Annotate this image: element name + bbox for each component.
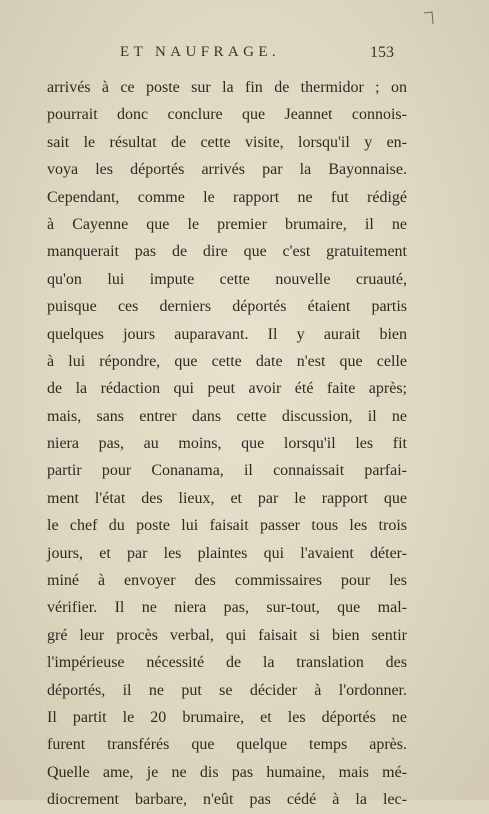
text-line: pourrait donc conclure que Jeannet connois- — [47, 106, 407, 124]
text-line: diocrement barbare, n'eût pas cédé à la lec- — [47, 791, 407, 809]
running-title: ET NAUFRAGE. — [120, 44, 281, 60]
text-line: quelques jours auparavant. Il y aurait bien — [47, 325, 407, 343]
text-line: de la rédaction qui peut avoir été faite après; — [47, 380, 407, 398]
text-line: sait le résultat de cette visite, lorsqu'il y en- — [47, 133, 407, 151]
text-line: furent transférés que quelque temps après. — [47, 736, 407, 754]
text-line: qu'on lui impute cette nouvelle cruauté, — [47, 270, 407, 288]
text-line: Quelle ame, je ne dis pas humaine, mais mé- — [47, 763, 407, 781]
body-text — [47, 74, 407, 814]
text-line: à Cayenne que le premier brumaire, il ne — [47, 215, 407, 233]
text-line: miné à envoyer des commissaires pour les — [47, 572, 407, 590]
text-line: le chef du poste lui faisait passer tous les trois — [47, 517, 407, 535]
text-line: Cependant, comme le rapport ne fut rédigé — [47, 188, 407, 206]
text-line: à lui répondre, que cette date n'est que celle — [47, 352, 407, 370]
text-line: puisque ces derniers déportés étaient partis — [47, 298, 407, 316]
text-line: arrivés à ce poste sur la fin de thermidor ; on — [47, 79, 407, 96]
running-header — [0, 44, 489, 66]
text-line: ment l'état des lieux, et par le rapport que — [47, 489, 407, 507]
text-line: voya les déportés arrivés par la Bayonnaise. — [47, 161, 407, 179]
text-line: mais, sans entrer dans cette discussion, il ne — [47, 407, 407, 425]
text-line: déportés, il ne put se décider à l'ordonner. — [47, 681, 407, 699]
text-line: manquerait pas de dire que c'est gratuitement — [47, 243, 407, 261]
text-line: niera pas, au moins, que lorsqu'il les fit — [47, 435, 407, 453]
text-line: Il partit le 20 brumaire, et les déportés ne — [47, 708, 407, 726]
text-line: vérifier. Il ne niera pas, sur-tout, que mal- — [47, 599, 407, 617]
text-line: partir pour Conanama, il connaissait parfai- — [47, 462, 407, 480]
text-line: jours, et par les plaintes qui l'avaient déter- — [47, 544, 407, 562]
text-line: l'impérieuse nécessité de la translation des — [47, 654, 407, 672]
page-number: 153 — [370, 44, 394, 61]
pencil-mark — [423, 10, 435, 26]
text-line: gré leur procès verbal, qui faisait si bien sentir — [47, 626, 407, 644]
